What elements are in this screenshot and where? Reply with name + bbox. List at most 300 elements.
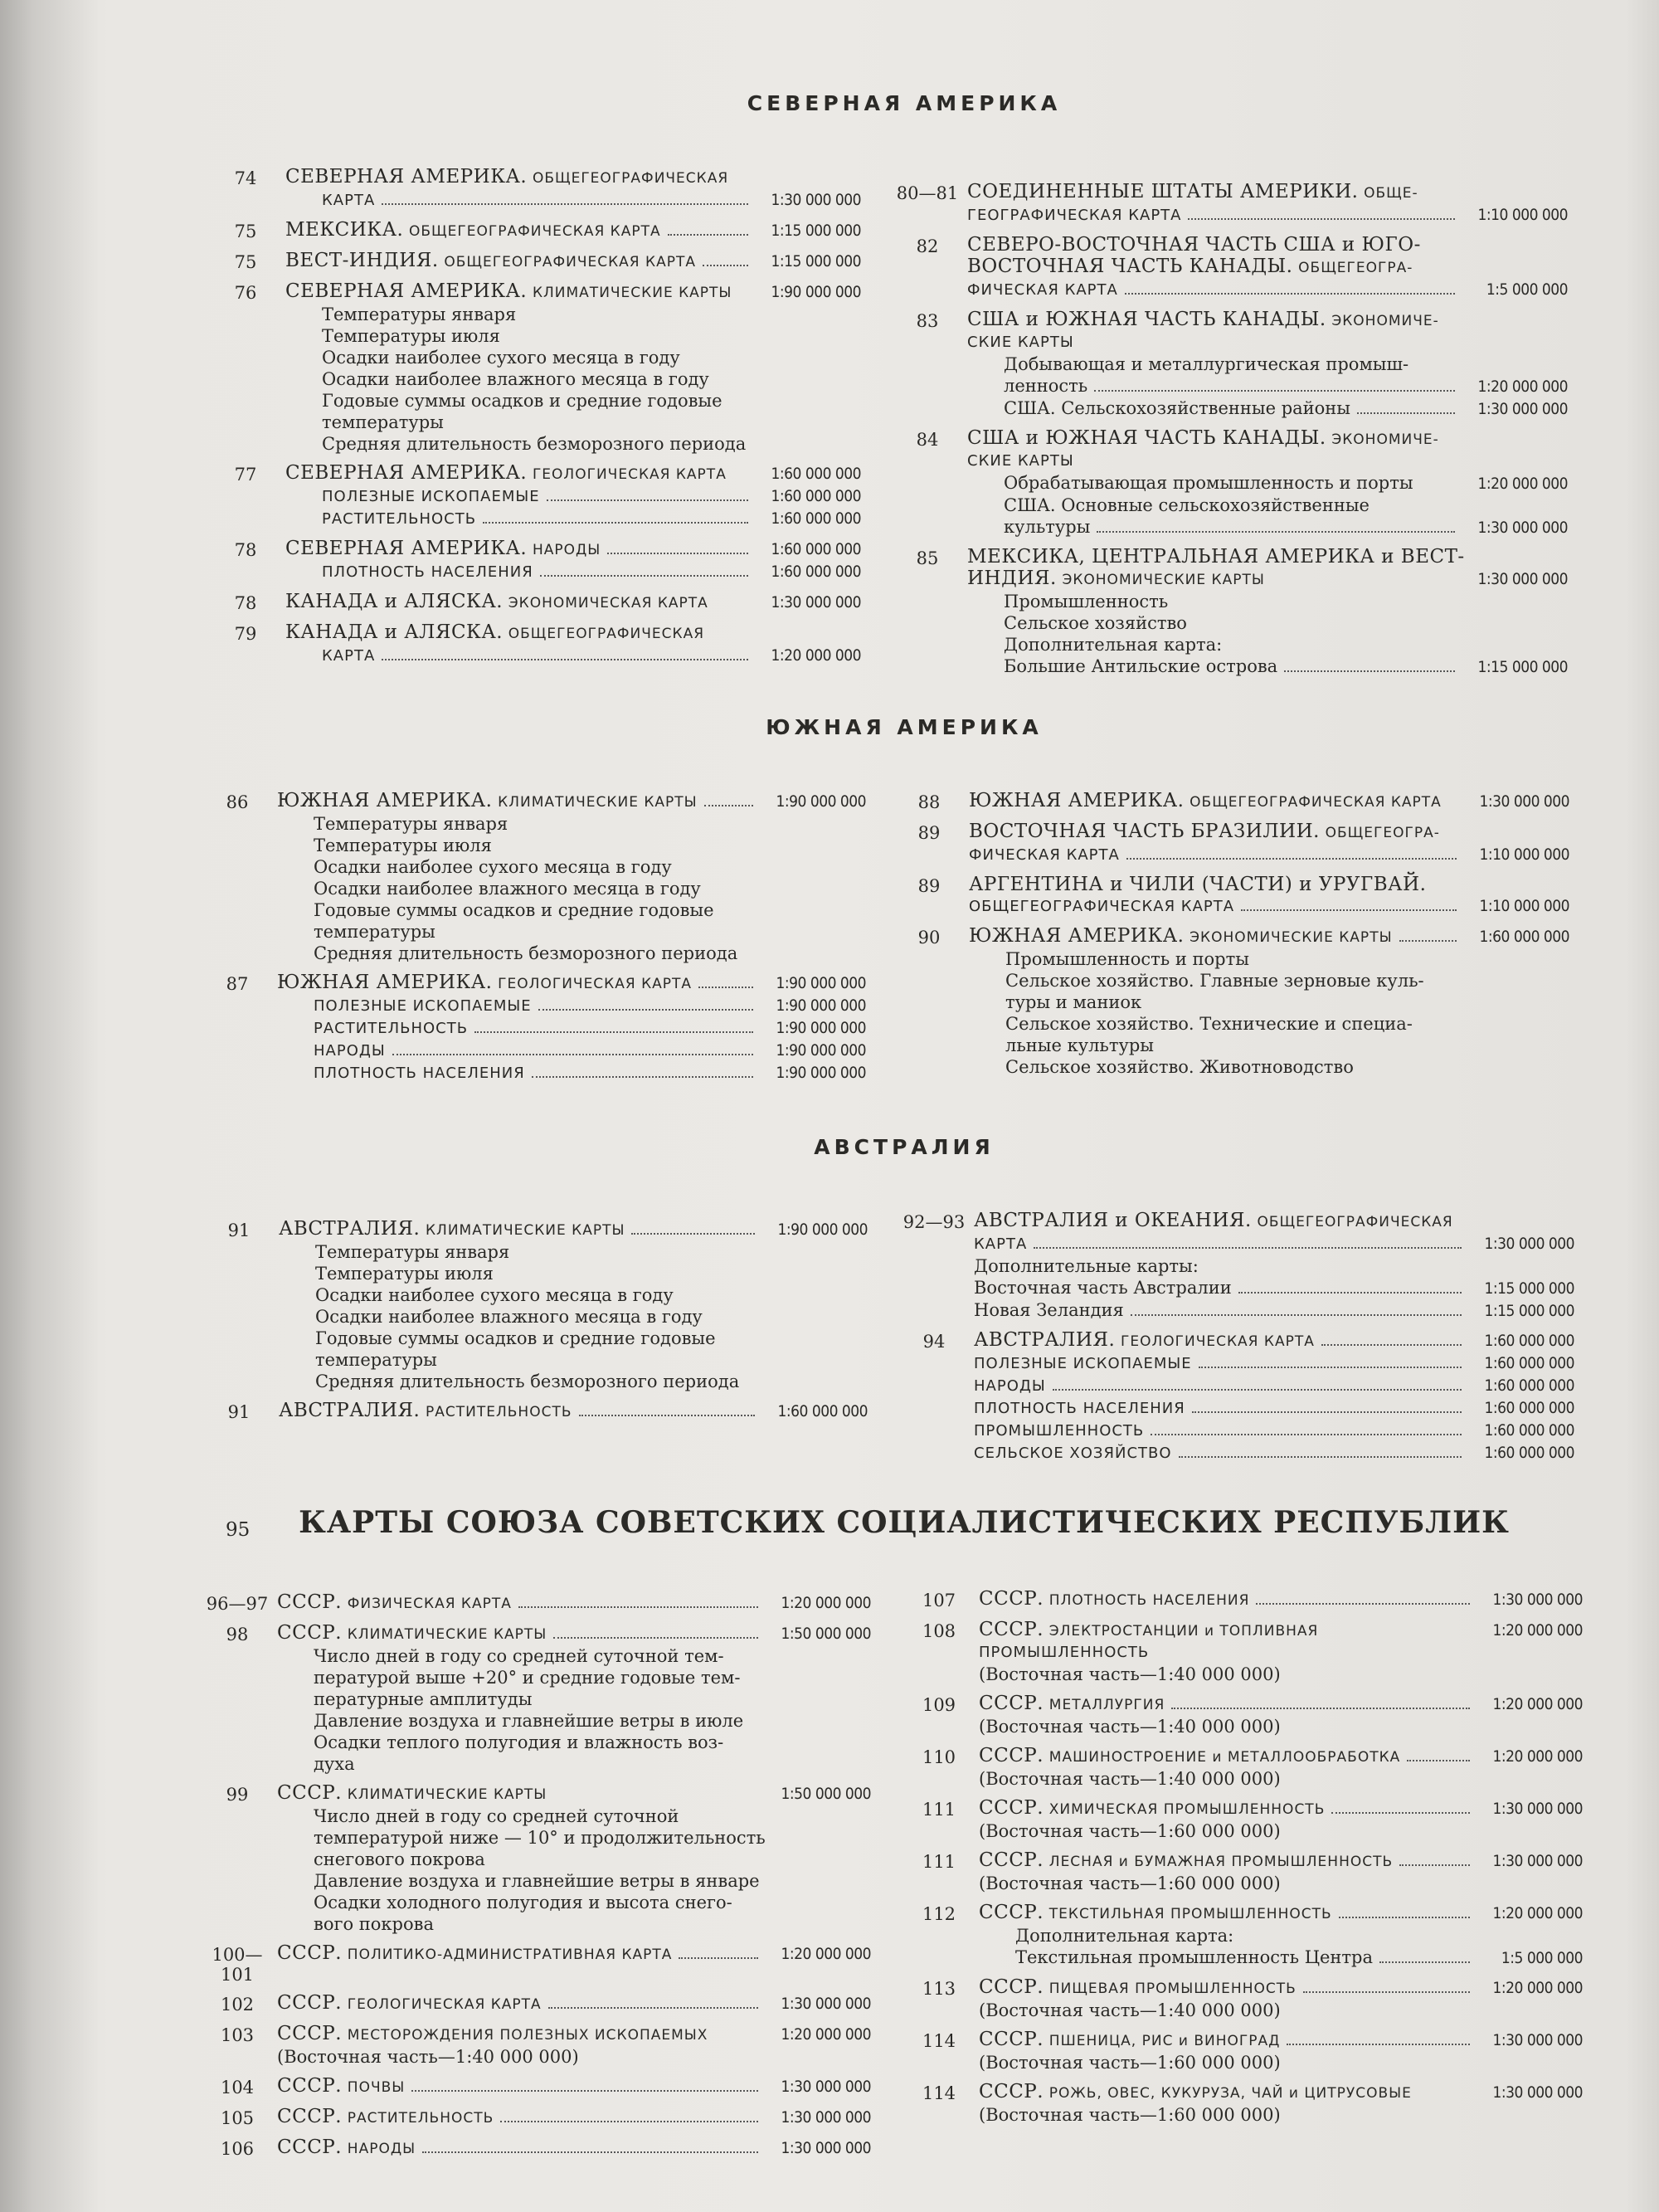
map-scale: 1:20 000 000 (781, 1945, 871, 1963)
page-number: 98 (226, 1625, 249, 1644)
map-subtitle: Осадки холодного полугодия и высота снего- (314, 1893, 732, 1912)
map-scale: 1:20 000 000 (1492, 1621, 1583, 1640)
map-scale: 1:30 000 000 (1492, 2083, 1583, 2102)
entry-line-text (979, 1902, 1332, 1925)
dot-leader (1034, 1247, 1462, 1249)
contents-entry (199, 1400, 868, 1423)
entry-line (967, 516, 1568, 538)
book-spine-shadow (0, 0, 100, 2212)
page-number: 104 (220, 2078, 255, 2098)
entry-line (277, 1849, 871, 1870)
entry-line-text (979, 2081, 1412, 2104)
dot-leader (382, 659, 748, 660)
entry-body (974, 1210, 1574, 1322)
map-type-label: ТЕКСТИЛЬНАЯ ПРОМЫШЛЕННОСТЬ (1048, 1906, 1332, 1922)
contents-entry (206, 462, 861, 530)
entry-body (969, 874, 1569, 918)
map-scale: 1:30 000 000 (1477, 400, 1568, 418)
map-region-title: СССР. (277, 2023, 343, 2044)
page-number: 96—97 (206, 1594, 269, 1614)
page-number: 78 (234, 593, 257, 613)
entry-line (974, 1442, 1574, 1464)
entry-line (979, 1925, 1583, 1946)
map-scale: 1:60 000 000 (771, 563, 861, 581)
entry-body (277, 972, 866, 1084)
map-subtitle: КАРТА (322, 192, 376, 209)
map-subtitle: СКИЕ КАРТЫ (967, 334, 1074, 351)
map-scale: 1:20 000 000 (771, 646, 861, 665)
north-america-left-column (206, 166, 861, 675)
map-subtitle: ПРОМЫШЛЕННОСТЬ (979, 1644, 1150, 1661)
map-subtitle: Осадки наиболее сухого месяца в году (315, 1285, 674, 1305)
entry-line-text (277, 2075, 405, 2098)
entry-line (277, 1782, 871, 1805)
entry-line (285, 347, 861, 368)
map-subtitle: Новая Зеландия (974, 1300, 1124, 1320)
dot-leader (1238, 1292, 1462, 1294)
entry-line (967, 427, 1568, 451)
map-scale: 1:30 000 000 (1492, 1591, 1583, 1609)
dot-leader (392, 1054, 753, 1055)
dot-leader (422, 2151, 758, 2153)
page-number: 85 (916, 548, 939, 568)
map-subtitle: (Восточная часть—1:40 000 000) (979, 1664, 1281, 1684)
map-subtitle: Температуры января (322, 305, 517, 324)
entry-line-text (277, 972, 692, 995)
entry-line-text (277, 1992, 542, 2015)
entry-line (974, 1375, 1574, 1397)
page-number: 102 (220, 1995, 255, 2015)
entry-line (285, 412, 861, 433)
contents-entry (206, 219, 861, 242)
map-subtitle: Температуры июля (314, 836, 492, 855)
dot-leader (518, 1606, 758, 1608)
entry-line (279, 1371, 868, 1392)
entry-body (979, 1902, 1583, 1969)
dot-leader (1188, 218, 1455, 220)
map-region-title: СССР. (277, 2106, 343, 2127)
map-subtitle: Дополнительная карта: (1015, 1926, 1234, 1946)
entry-line-text (285, 591, 708, 614)
entry-line (285, 280, 861, 304)
entry-line-text (979, 1976, 1297, 2000)
entry-body (969, 821, 1569, 866)
dot-leader (540, 575, 748, 577)
dot-leader (547, 499, 748, 501)
page-number: 114 (922, 2083, 956, 2103)
map-type-label: МАШИНОСТРОЕНИЕ и МЕТАЛЛООБРАБОТКА (1048, 1749, 1401, 1766)
map-region-title: ИНДИЯ. (967, 568, 1057, 589)
entry-line (979, 1820, 1583, 1842)
map-subtitle: ПОЛЕЗНЫЕ ИСКОПАЕМЫЕ (322, 488, 540, 505)
map-region-title: КАНАДА и АЛЯСКА. (285, 591, 504, 612)
contents-entry (197, 1591, 871, 1615)
entry-line (967, 234, 1568, 256)
contents-entry (894, 1210, 1574, 1322)
map-subtitle: Средняя длительность безморозного периода (322, 434, 747, 454)
entry-body (979, 1745, 1583, 1790)
map-subtitle: пературные амплитуды (314, 1689, 533, 1709)
map-subtitle: Осадки наиболее влажного месяца в году (314, 879, 701, 899)
south-america-left-column (197, 790, 866, 1092)
contents-entry (899, 1693, 1583, 1737)
entry-line-text (277, 1782, 547, 1805)
entry-line (979, 1797, 1583, 1820)
entry-line (277, 921, 866, 943)
entry-body (277, 2075, 871, 2098)
page-number: 78 (234, 540, 257, 560)
entry-line (967, 451, 1568, 472)
entry-line (285, 591, 861, 614)
entry-line (969, 821, 1569, 844)
entry-body (285, 280, 861, 455)
page-number: 75 (234, 252, 257, 272)
entry-body (285, 591, 861, 614)
entry-line (967, 546, 1568, 568)
map-subtitle: льные культуры (1005, 1035, 1154, 1055)
entry-line (967, 612, 1568, 634)
map-region-title: СССР. (979, 1588, 1044, 1610)
entry-line (277, 899, 866, 921)
map-scale: 1:60 000 000 (771, 509, 861, 528)
map-subtitle: Средняя длительность безморозного периода (314, 943, 738, 963)
map-region-title: ВЕСТ-ИНДИЯ. (285, 250, 439, 271)
entry-line (967, 256, 1568, 279)
entry-line (969, 790, 1569, 813)
map-scale: 1:90 000 000 (776, 1041, 866, 1060)
page-number: 75 (234, 222, 257, 241)
map-scale: 1:90 000 000 (777, 1220, 868, 1239)
entry-line (969, 970, 1569, 992)
entry-line (979, 1588, 1583, 1611)
map-subtitle: Сельское хозяйство (1004, 613, 1187, 633)
map-subtitle: США. Основные сельскохозяйственные (1004, 495, 1370, 515)
map-scale: 1:30 000 000 (1492, 1852, 1583, 1870)
entry-line (279, 1263, 868, 1284)
dot-leader (703, 265, 748, 266)
map-subtitle: температуры (322, 412, 444, 432)
entry-line (974, 1277, 1574, 1299)
entry-line (277, 1827, 871, 1849)
page-number: 106 (220, 2139, 255, 2159)
entry-line (979, 2081, 1583, 2104)
map-type-label: ПШЕНИЦА, РИС и ВИНОГРАД (1048, 2033, 1281, 2049)
entry-line (967, 309, 1568, 332)
entry-line (967, 181, 1568, 204)
entry-body (277, 790, 866, 964)
entry-line (967, 472, 1568, 495)
map-subtitle: Температуры января (315, 1242, 510, 1262)
dot-leader (1199, 1367, 1462, 1368)
map-scale: 1:30 000 000 (781, 1995, 871, 2013)
entry-line (285, 166, 861, 189)
dot-leader (1241, 909, 1457, 911)
map-subtitle: Сельское хозяйство. Животноводство (1005, 1057, 1354, 1077)
map-region-title: СССР. (979, 1849, 1044, 1871)
entry-body (967, 234, 1568, 301)
page-number: 83 (916, 311, 939, 331)
entry-line (277, 1870, 871, 1892)
dot-leader (538, 1009, 753, 1011)
map-subtitle: духа (314, 1754, 355, 1774)
map-region-title: ЮЖНАЯ АМЕРИКА. (969, 790, 1185, 811)
map-region-title: ВОСТОЧНАЯ ЧАСТЬ БРАЗИЛИИ. (969, 821, 1320, 842)
entry-line (277, 1667, 871, 1688)
entry-body (285, 538, 861, 583)
dot-leader (1053, 1389, 1462, 1391)
entry-line-text (967, 427, 1439, 451)
map-region-title: США и ЮЖНАЯ ЧАСТЬ КАНАДЫ. (967, 309, 1326, 330)
entry-line (967, 568, 1568, 591)
map-scale: 1:60 000 000 (771, 540, 861, 558)
map-scale: 1:50 000 000 (781, 1625, 871, 1643)
map-scale: 1:20 000 000 (1492, 1979, 1583, 1997)
contents-entry (206, 250, 861, 273)
map-subtitle: (Восточная часть—1:40 000 000) (979, 2000, 1281, 2020)
map-scale: 1:15 000 000 (1484, 1302, 1574, 1320)
map-scale: 1:20 000 000 (1492, 1904, 1583, 1922)
map-subtitle: Восточная часть Австралии (974, 1278, 1232, 1298)
entry-line-text (285, 462, 727, 485)
entry-line (974, 1420, 1574, 1442)
entry-body (967, 309, 1568, 420)
entry-body (279, 1400, 868, 1423)
entry-line (285, 304, 861, 325)
entry-line (974, 1299, 1574, 1322)
map-region-title: ЮЖНАЯ АМЕРИКА. (277, 790, 493, 811)
map-subtitle: СЕЛЬСКОЕ ХОЗЯЙСТВО (974, 1445, 1172, 1462)
dot-leader (668, 234, 748, 236)
page-number: 91 (227, 1402, 251, 1422)
contents-entry (899, 1588, 1583, 1611)
dot-leader (1339, 1917, 1470, 1918)
map-scale: 1:30 000 000 (1479, 792, 1569, 811)
entry-line-text (277, 2106, 494, 2129)
map-region-title: ЮЖНАЯ АМЕРИКА. (969, 925, 1185, 947)
page-number: 105 (220, 2108, 255, 2128)
entry-line (277, 1892, 871, 1913)
map-subtitle: Промышленность и порты (1005, 949, 1249, 969)
entry-line (277, 790, 866, 813)
map-type-label: ОБЩЕГЕОГРАФИЧЕСКАЯ (1257, 1214, 1453, 1230)
entry-line (277, 2106, 871, 2129)
entry-line-text (967, 181, 1418, 204)
entry-line-text (277, 2136, 416, 2160)
entry-line (967, 495, 1568, 516)
map-subtitle: КАРТА (322, 647, 376, 665)
contents-entry (197, 2106, 871, 2129)
entry-line (277, 813, 866, 835)
dot-leader (1256, 1603, 1470, 1605)
entry-line (979, 2104, 1583, 2126)
map-region-title: КАНАДА и АЛЯСКА. (285, 621, 504, 643)
map-subtitle: РАСТИТЕЛЬНОСТЬ (314, 1020, 469, 1037)
entry-line (974, 1210, 1574, 1233)
contents-entry (197, 2136, 871, 2160)
map-subtitle: ПЛОТНОСТЬ НАСЕЛЕНИЯ (314, 1065, 525, 1082)
dot-leader (553, 1637, 758, 1639)
entry-line (285, 538, 861, 561)
map-region-title: МЕКСИКА, ЦЕНТРАЛЬНАЯ АМЕРИКА и ВЕСТ- (967, 546, 1465, 568)
contents-entry (206, 280, 861, 455)
map-subtitle: Промышленность (1004, 592, 1169, 611)
map-subtitle: Температуры июля (315, 1264, 494, 1284)
map-subtitle: Осадки наиболее сухого месяца в году (322, 348, 680, 368)
map-subtitle: (Восточная часть—1:60 000 000) (979, 2105, 1281, 2125)
map-type-label: ГЕОЛОГИЧЕСКАЯ КАРТА (1120, 1333, 1315, 1350)
map-region-title: СОЕДИНЕННЫЕ ШТАТЫ АМЕРИКИ. (967, 181, 1359, 202)
page-number: 92—93 (902, 1212, 966, 1232)
map-type-label: КЛИМАТИЧЕСКИЕ КАРТЫ (532, 285, 732, 301)
entry-line-text (277, 2023, 708, 2046)
entry-line (285, 433, 861, 455)
entry-line-text (979, 1619, 1318, 1642)
map-region-title: АВСТРАЛИЯ. (279, 1218, 421, 1240)
entry-line (979, 1768, 1583, 1790)
entry-line (285, 325, 861, 347)
entry-line (279, 1400, 868, 1423)
map-scale: 1:10 000 000 (1477, 206, 1568, 224)
entry-line (279, 1306, 868, 1328)
map-subtitle: ПРОМЫШЛЕННОСТЬ (974, 1422, 1145, 1440)
map-type-label: ЭЛЕКТРОСТАНЦИИ и ТОПЛИВНАЯ (1048, 1623, 1319, 1640)
dot-leader (1357, 412, 1455, 414)
page-number: 84 (916, 430, 939, 450)
map-scale: 1:30 000 000 (771, 593, 861, 611)
map-scale: 1:15 000 000 (1477, 658, 1568, 676)
dot-leader (607, 553, 748, 554)
page-number: 77 (234, 465, 257, 485)
contents-entry (206, 591, 861, 614)
map-region-title: СССР. (277, 1992, 343, 2014)
entry-body (285, 462, 861, 530)
entry-body (285, 250, 861, 273)
entry-body (967, 427, 1568, 538)
map-scale: 1:30 000 000 (781, 2108, 871, 2127)
dot-leader (1094, 390, 1455, 392)
entry-body (979, 1976, 1583, 2021)
entry-line (967, 353, 1568, 375)
dot-leader (698, 987, 753, 988)
map-scale: 1:30 000 000 (1492, 2031, 1583, 2049)
dot-leader (382, 203, 748, 205)
contents-entry (197, 1622, 871, 1775)
contents-entry (894, 1329, 1574, 1464)
map-subtitle: Большие Антильские острова (1004, 656, 1278, 676)
map-subtitle: ПЛОТНОСТЬ НАСЕЛЕНИЯ (322, 563, 533, 581)
entry-line-text (967, 234, 1421, 256)
map-region-title: СЕВЕРНАЯ АМЕРИКА. (285, 538, 528, 559)
map-type-label: НАРОДЫ (532, 542, 601, 558)
map-subtitle: ОБЩЕГЕОГРАФИЧЕСКАЯ КАРТА (969, 898, 1235, 915)
page-number: 82 (916, 236, 939, 256)
entry-line-text (979, 1693, 1165, 1716)
entry-line (285, 250, 861, 273)
entry-line (979, 2052, 1583, 2073)
dot-leader (1125, 293, 1455, 295)
dot-leader (1192, 1411, 1462, 1413)
entry-line-text (967, 256, 1413, 279)
entry-line (277, 1732, 871, 1753)
map-subtitle: культуры (1004, 517, 1091, 537)
entry-line (969, 1035, 1569, 1056)
entry-line (285, 462, 861, 485)
entry-line (277, 1942, 871, 1966)
map-scale: 1:90 000 000 (771, 283, 861, 301)
entry-line (979, 1664, 1583, 1685)
entry-line (979, 1902, 1583, 1925)
contents-entry (197, 790, 866, 964)
map-scale: 1:90 000 000 (776, 792, 866, 811)
map-type-label: ЭКОНОМИЧЕСКАЯ КАРТА (508, 595, 708, 611)
map-subtitle: Годовые суммы осадков и средние годовые (322, 391, 722, 411)
dot-leader (1303, 1991, 1470, 1993)
entry-line (277, 2075, 871, 2098)
page-number: 89 (917, 876, 941, 896)
entry-body (277, 2023, 871, 2068)
entry-line (969, 925, 1569, 948)
map-region-title: СССР. (979, 1619, 1044, 1640)
contents-entry (889, 821, 1569, 866)
map-scale: 1:20 000 000 (781, 2025, 871, 2044)
map-scale: 1:20 000 000 (1492, 1695, 1583, 1713)
entry-line (277, 1645, 871, 1667)
entry-line (979, 1693, 1583, 1716)
map-region-title: СССР. (979, 1976, 1044, 1998)
map-type-label: ХИМИЧЕСКАЯ ПРОМЫШЛЕННОСТЬ (1048, 1801, 1326, 1818)
entry-line (974, 1233, 1574, 1255)
section-title-australia: АВСТРАЛИЯ (814, 1135, 995, 1159)
page-number: 79 (234, 624, 257, 644)
entry-line-text (974, 1329, 1315, 1352)
contents-entry (899, 1619, 1583, 1685)
page-number: 114 (922, 2031, 956, 2051)
contents-entry (888, 427, 1568, 538)
entry-line (967, 397, 1568, 420)
contents-entry (197, 972, 866, 1084)
map-scale: 1:60 000 000 (1484, 1399, 1574, 1417)
map-type-label: ЭКОНОМИЧЕСКИЕ КАРТЫ (1190, 929, 1393, 946)
ussr-page-number: 95 (226, 1519, 251, 1541)
dot-leader (631, 1233, 755, 1235)
entry-line-text (277, 790, 698, 813)
entry-line-text (969, 790, 1442, 813)
contents-entry (888, 234, 1568, 301)
map-scale: 1:20 000 000 (1477, 475, 1568, 493)
entry-body (285, 621, 861, 667)
entry-line-text (969, 874, 1426, 895)
map-subtitle: ленность (1004, 376, 1088, 396)
dot-leader (579, 1415, 756, 1416)
map-scale: 1:30 000 000 (781, 2139, 871, 2157)
map-subtitle: (Восточная часть—1:40 000 000) (277, 2047, 579, 2067)
page-number: 111 (922, 1800, 956, 1820)
map-region-title: СЕВЕРНАЯ АМЕРИКА. (285, 280, 528, 302)
entry-line (277, 995, 866, 1017)
entry-line (969, 992, 1569, 1013)
contents-entry (197, 1992, 871, 2015)
dot-leader (474, 1031, 753, 1033)
map-scale: 1:60 000 000 (1484, 1376, 1574, 1395)
map-region-title: АВСТРАЛИЯ. (974, 1329, 1116, 1351)
entry-line (967, 204, 1568, 227)
map-scale: 1:15 000 000 (771, 252, 861, 270)
entry-line (279, 1284, 868, 1306)
entry-line (285, 390, 861, 412)
contents-entry (889, 925, 1569, 1078)
entry-line (279, 1218, 868, 1241)
entry-body (277, 1591, 871, 1615)
